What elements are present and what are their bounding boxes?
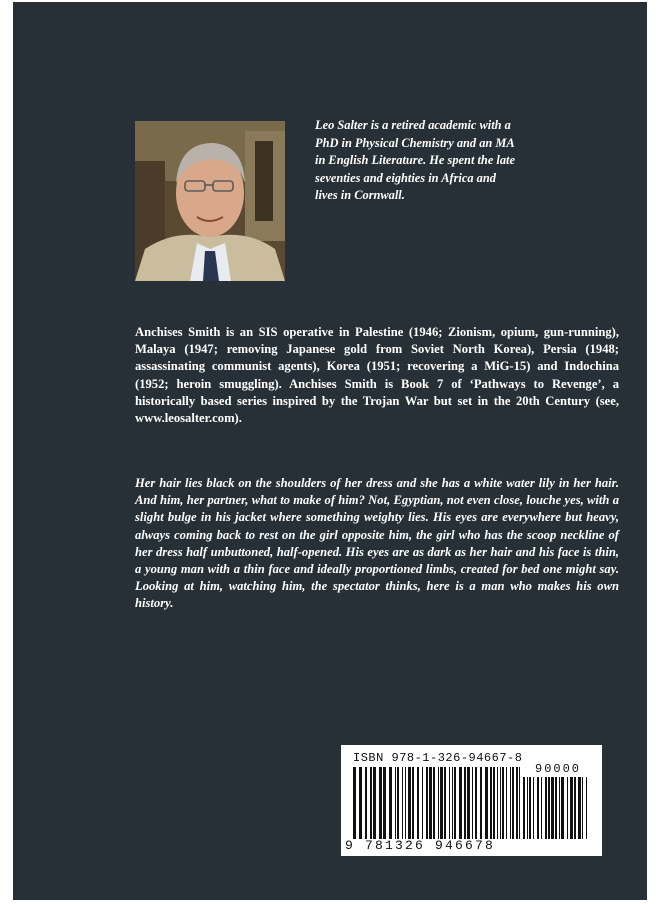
price-code: 90000 <box>535 762 582 776</box>
author-photo <box>135 121 285 281</box>
isbn-label: ISBN 978-1-326-94667-8 <box>353 751 523 765</box>
ean-digits: 9 781326 946678 <box>345 838 496 853</box>
author-bio: Leo Salter is a retired academic with a PhD in Physical Chemistry and an MA in English Literature. He spent the late seventies and eighties in Africa and lives in Cornwall. <box>315 118 515 202</box>
barcode-bars <box>353 767 521 839</box>
isbn-barcode <box>341 745 602 856</box>
book-excerpt: Her hair lies black on the shoulders of her dress and she has a white water lily in her hair. And him, her partner, what to make of him? Not, Egyptian, not even close, louche yes, with a slight bulge in his jacket where something weighty lies. His eyes are everywhere but heavy, always coming back to rest on the girl opposite him, the girl who has the scoop neckline of her dress half unbuttoned, half-opened. His eyes are as dark as her hair and his face is thin, a young man with a thin face and ideally proportioned limbs, created for bed one might say. Looking at him, watching him, the spectator thinks, here is a man who makes his own history. <box>135 476 619 611</box>
addon-barcode-bars <box>523 777 587 839</box>
book-synopsis: Anchises Smith is an SIS operative in Palestine (1946; Zionism, opium, gun-running), Malaya (1947; removing Japanese gold from Soviet North Korea), Persia (1948; assassinating communist agents), Korea (1951; recovering a MiG-15) and Indochina (1952; heroin smuggling). Anchises Smith is Book 7 of ‘Pathways to Revenge’, a historically based series inspired by the Trojan War but set in the 20th Century (see, www.leosalter.com). <box>135 325 619 426</box>
